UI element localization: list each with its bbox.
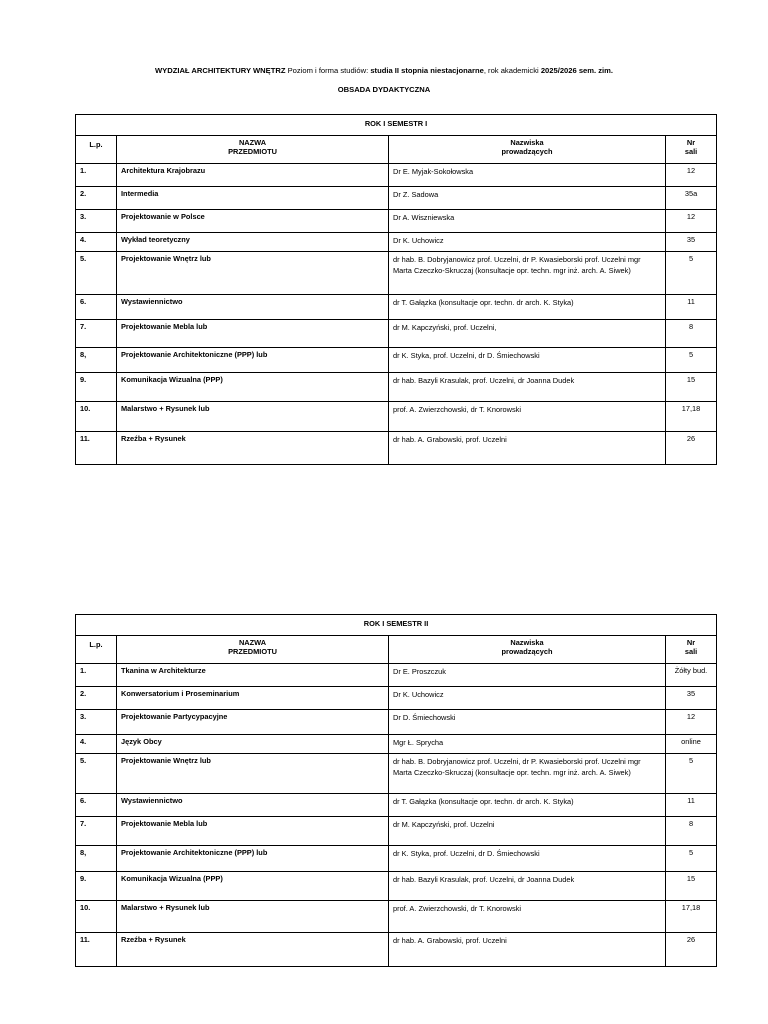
course-lecturers: dr K. Styka, prof. Uczelni, dr D. Śmiechowski [389, 846, 666, 872]
course-lecturers: Dr A. Wiszniewska [389, 210, 666, 233]
course-lecturers: Dr K. Uchowicz [389, 687, 666, 710]
course-name: Projektowanie Partycypacyjne [117, 710, 389, 735]
course-lecturers: Dr E. Proszczuk [389, 664, 666, 687]
table-row [76, 187, 717, 210]
room-number: 26 [666, 432, 717, 465]
course-lecturers: dr K. Styka, prof. Uczelni, dr D. Śmiechowski [389, 348, 666, 373]
column-header-row [76, 136, 717, 164]
row-number: 3. [76, 210, 117, 233]
course-lecturers: prof. A. Zwierzchowski, dr T. Knorowski [389, 901, 666, 933]
room-number: 5 [666, 754, 717, 794]
room-number: 26 [666, 933, 717, 967]
table-row [76, 210, 717, 233]
room-number: 17,18 [666, 901, 717, 933]
table-row [76, 687, 717, 710]
room-number: 5 [666, 846, 717, 872]
room-number: 12 [666, 710, 717, 735]
course-name: Projektowanie Wnętrz lub [117, 252, 389, 295]
column-header-name-line2: PRZEDMIOTU [228, 147, 277, 156]
column-header-room-line2: sali [684, 647, 698, 656]
course-name: Wykład teoretyczny [117, 233, 389, 252]
row-number: 1. [76, 664, 117, 687]
table-row [76, 901, 717, 933]
academic-year-label: , rok akademicki [483, 66, 541, 75]
course-name: Projektowanie Mebla lub [117, 817, 389, 846]
table-row [76, 735, 717, 754]
row-number: 10. [76, 402, 117, 432]
course-name: Projektowanie w Polsce [117, 210, 389, 233]
semester-title: ROK I SEMESTR I [76, 115, 717, 136]
room-number: 8 [666, 320, 717, 348]
column-header-name-line1: NAZWA [238, 138, 267, 147]
table-row [76, 664, 717, 687]
table-row [76, 348, 717, 373]
table-row [76, 252, 717, 295]
course-name: Tkanina w Architekturze [117, 664, 389, 687]
course-name: Projektowanie Architektoniczne (PPP) lub [117, 846, 389, 872]
row-number: 9. [76, 872, 117, 901]
table-row [76, 933, 717, 967]
course-name: Komunikacja Wizualna (PPP) [117, 373, 389, 402]
course-name: Projektowanie Mebla lub [117, 320, 389, 348]
table-row [76, 794, 717, 817]
column-header-lecturers [389, 136, 666, 164]
room-number: 15 [666, 373, 717, 402]
column-header-lp: L.p. [76, 636, 117, 664]
column-header-name [117, 136, 389, 164]
table-row [76, 164, 717, 187]
row-number: 3. [76, 710, 117, 735]
row-number: 4. [76, 233, 117, 252]
academic-year-value: 2025/2026 sem. zim. [540, 66, 614, 75]
table-row [76, 233, 717, 252]
row-number: 7. [76, 817, 117, 846]
course-name: Rzeźba + Rysunek [117, 432, 389, 465]
course-lecturers: dr hab. B. Dobryjanowicz prof. Uczelni, dr P. Kwasieborski prof. Uczelni mgr Marta Czeczko-Skruczaj (konsultacje opr. techn. mgr inż. arch. A. Siwek) [389, 754, 666, 794]
row-number: 6. [76, 794, 117, 817]
course-name: Rzeźba + Rysunek [117, 933, 389, 967]
course-lecturers: dr hab. A. Grabowski, prof. Uczelni [389, 933, 666, 967]
row-number: 11. [76, 432, 117, 465]
column-header-lp: L.p. [76, 136, 117, 164]
course-lecturers: dr T. Gałązka (konsultacje opr. techn. dr arch. K. Styka) [389, 794, 666, 817]
course-name: Wystawiennictwo [117, 794, 389, 817]
row-number: 2. [76, 687, 117, 710]
course-lecturers: dr M. Kapczyński, prof. Uczelni [389, 817, 666, 846]
room-number: 8 [666, 817, 717, 846]
row-number: 10. [76, 901, 117, 933]
course-name: Język Obcy [117, 735, 389, 754]
table-row [76, 432, 717, 465]
room-number: 5 [666, 252, 717, 295]
course-name: Wystawiennictwo [117, 295, 389, 320]
course-lecturers: dr hab. Bazyli Krasulak, prof. Uczelni, dr Joanna Dudek [389, 373, 666, 402]
course-lecturers: dr T. Gałązka (konsultacje opr. techn. dr arch. K. Styka) [389, 295, 666, 320]
column-header-lecturers [389, 636, 666, 664]
room-number: online [666, 735, 717, 754]
course-lecturers: Dr D. Śmiechowski [389, 710, 666, 735]
course-name: Malarstwo + Rysunek lub [117, 402, 389, 432]
faculty-name: WYDZIAŁ ARCHITEKTURY WNĘTRZ [154, 66, 286, 75]
row-number: 4. [76, 735, 117, 754]
course-name: Komunikacja Wizualna (PPP) [117, 872, 389, 901]
study-level-label: Poziom i forma studiów: [285, 66, 371, 75]
table-row [76, 402, 717, 432]
row-number: 1. [76, 164, 117, 187]
course-name: Projektowanie Architektoniczne (PPP) lub [117, 348, 389, 373]
study-level-value: studia II stopnia niestacjonarne [370, 66, 484, 75]
course-lecturers: dr hab. B. Dobryjanowicz prof. Uczelni, dr P. Kwasieborski prof. Uczelni mgr Marta Czeczko-Skruczaj (konsultacje opr. techn. mgr inż. arch. A. Siwek) [389, 252, 666, 295]
course-name: Architektura Krajobrazu [117, 164, 389, 187]
course-lecturers: Mgr Ł. Sprycha [389, 735, 666, 754]
document-header [0, 66, 768, 75]
row-number: 6. [76, 295, 117, 320]
table-row [76, 320, 717, 348]
table-row [76, 817, 717, 846]
semester-table [75, 614, 717, 967]
table-row [76, 846, 717, 872]
room-number: 12 [666, 210, 717, 233]
room-number: 15 [666, 872, 717, 901]
table-row [76, 710, 717, 735]
column-header-name-line2: PRZEDMIOTU [228, 647, 277, 656]
course-lecturers: Dr Z. Sadowa [389, 187, 666, 210]
course-lecturers: Dr E. Myjak-Sokołowska [389, 164, 666, 187]
room-number: 12 [666, 164, 717, 187]
row-number: 8, [76, 348, 117, 373]
room-number: Żółty bud. [666, 664, 717, 687]
column-header-name-line1: NAZWA [238, 638, 267, 647]
column-header-lecturers-line2: prowadzących [501, 147, 553, 156]
row-number: 2. [76, 187, 117, 210]
column-header-room-line1: Nr [686, 138, 696, 147]
document-subtitle: OBSADA DYDAKTYCZNA [337, 85, 431, 94]
table-row [76, 373, 717, 402]
room-number: 11 [666, 794, 717, 817]
course-name: Konwersatorium i Proseminarium [117, 687, 389, 710]
room-number: 35a [666, 187, 717, 210]
row-number: 9. [76, 373, 117, 402]
course-lecturers: dr M. Kapczyński, prof. Uczelni, [389, 320, 666, 348]
row-number: 11. [76, 933, 117, 967]
row-number: 7. [76, 320, 117, 348]
column-header-lecturers-line2: prowadzących [501, 647, 553, 656]
column-header-name [117, 636, 389, 664]
table-row [76, 872, 717, 901]
column-header-room [666, 636, 717, 664]
table-row [76, 295, 717, 320]
column-header-lecturers-line1: Nazwiska [510, 138, 544, 147]
column-header-room-line2: sali [684, 147, 698, 156]
room-number: 5 [666, 348, 717, 373]
semester-table [75, 114, 717, 465]
course-name: Projektowanie Wnętrz lub [117, 754, 389, 794]
room-number: 11 [666, 295, 717, 320]
room-number: 35 [666, 687, 717, 710]
course-lecturers: Dr K. Uchowicz [389, 233, 666, 252]
course-name: Intermedia [117, 187, 389, 210]
column-header-lecturers-line1: Nazwiska [510, 638, 544, 647]
table-row [76, 754, 717, 794]
column-header-row [76, 636, 717, 664]
semester-title: ROK I SEMESTR II [76, 615, 717, 636]
course-lecturers: dr hab. A. Grabowski, prof. Uczelni [389, 432, 666, 465]
row-number: 5. [76, 252, 117, 295]
room-number: 35 [666, 233, 717, 252]
column-header-room [666, 136, 717, 164]
room-number: 17,18 [666, 402, 717, 432]
column-header-room-line1: Nr [686, 638, 696, 647]
row-number: 5. [76, 754, 117, 794]
row-number: 8, [76, 846, 117, 872]
course-lecturers: prof. A. Zwierzchowski, dr T. Knorowski [389, 402, 666, 432]
course-lecturers: dr hab. Bazyli Krasulak, prof. Uczelni, dr Joanna Dudek [389, 872, 666, 901]
course-name: Malarstwo + Rysunek lub [117, 901, 389, 933]
